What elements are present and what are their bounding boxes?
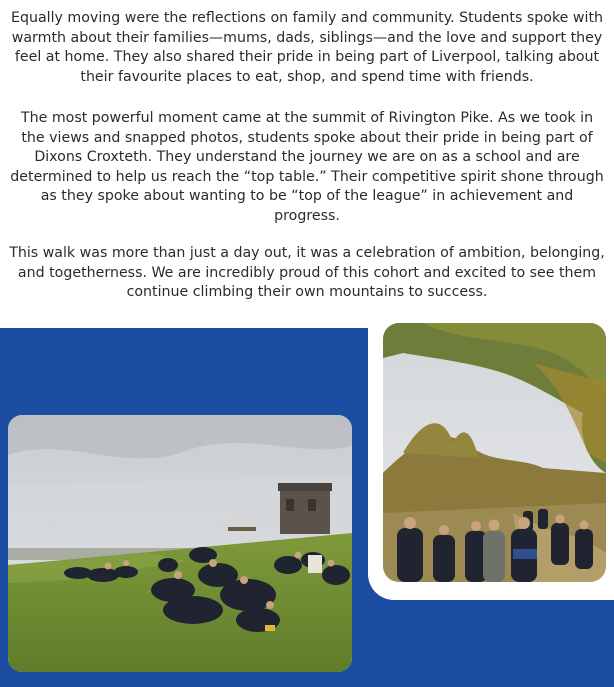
paragraph-family-community: Equally moving were the reflections on family and community. Students spoke with warmth about their families—mums, dads, siblings—and the love and support they feel at home. They also shared their pride in being part of Liverpool, talking about their favourite places to eat, shop, and spend time with friends. <box>10 10 604 85</box>
summit-group-photo <box>8 415 352 672</box>
walking-trail-photo <box>383 323 606 582</box>
paragraph-summit: The most powerful moment came at the summit of Rivington Pike. As we took in the views and snapped photos, students spoke about their pride in being part of Dixons Croxteth. They understand the journey we are on as a school and are determined to help us reach the “top table.” Their competitive spirit shone through as they spoke about wanting to be “top of the league” in achievement and progress. <box>10 110 604 224</box>
paragraph-conclusion: This walk was more than just a day out, it was a celebration of ambition, belonging, and togetherness. We are incredibly proud of this cohort and excited to see them continue climbing their own mountains to success. <box>9 245 605 301</box>
